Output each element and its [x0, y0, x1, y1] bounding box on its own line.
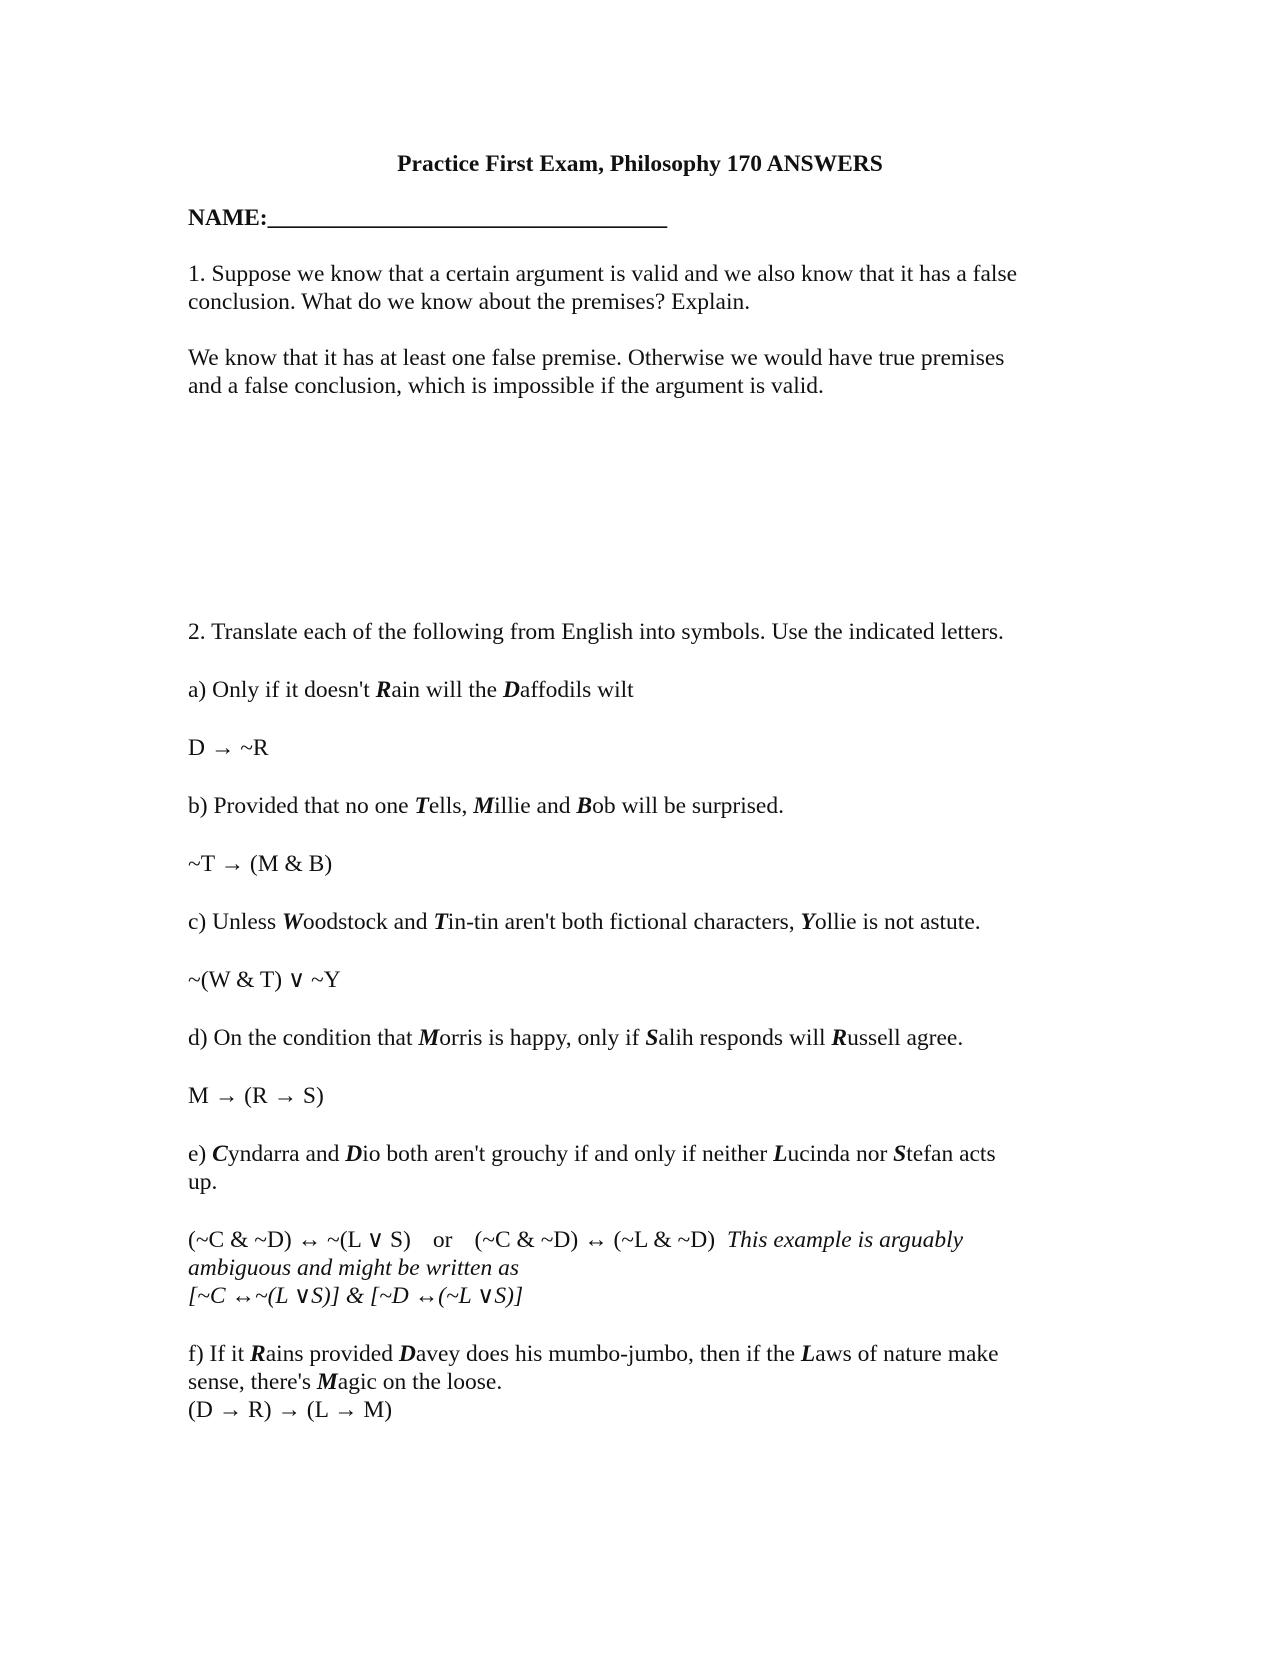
q2e-text-5: tefan acts	[906, 1141, 996, 1167]
q2c-text-2: oodstock and	[302, 909, 434, 935]
q2b-answer: ~T → (M & B)	[188, 851, 333, 877]
q2a-text-3: affodils wilt	[519, 677, 634, 703]
q2b-text-4: ob will be surprised.	[592, 793, 784, 819]
q2d-key-3: R	[831, 1025, 848, 1051]
q2f-question-line-2	[188, 1368, 502, 1397]
q2e-key-2: D	[345, 1141, 363, 1167]
q2f-text-2: ains provided	[265, 1341, 399, 1367]
q2d-key-2: S	[645, 1025, 659, 1051]
q2b-key-2: M	[473, 793, 495, 819]
q2e-answer-line	[188, 1226, 963, 1255]
q2f-text-4: aws of nature make	[815, 1341, 999, 1367]
q2a-answer: D → ~R	[188, 735, 269, 761]
q2e-question-line-2: up.	[188, 1169, 218, 1195]
q2f-answer: (D → R) → (L → M)	[188, 1397, 393, 1423]
q2f-key-2: D	[398, 1341, 416, 1367]
q2c-text-4: ollie is not astute.	[814, 909, 981, 935]
q2c-text-3: in-tin aren't both fictional characters,	[447, 909, 801, 935]
q2e-note-1: This example is arguably	[727, 1227, 964, 1253]
q2e-answer-1: (~C & ~D) ↔ ~(L ∨ S)	[188, 1227, 411, 1253]
q2b-text-1: b) Provided that no one	[188, 793, 415, 819]
q2c-answer: ~(W & T) ∨ ~Y	[188, 967, 341, 993]
q2b-key-3: B	[576, 793, 593, 819]
q2f-text-6: agic on the loose.	[337, 1369, 503, 1395]
q2e-text-3: io both aren't grouchy if and only if neither	[362, 1141, 774, 1167]
q2c-question	[188, 908, 981, 937]
q2b-question	[188, 792, 784, 821]
name-label: NAME:__________________________________	[188, 205, 668, 231]
q2e-answer-2: (~C & ~D) ↔ (~L & ~D)	[474, 1227, 716, 1253]
q2f-text-5: sense, there's	[188, 1369, 317, 1395]
q2d-text-3: alih responds will	[658, 1025, 832, 1051]
q1-text-line-2: conclusion. What do we know about the premises? Explain.	[188, 289, 751, 315]
q2f-key-1: R	[250, 1341, 266, 1367]
q1-answer-line-2: and a false conclusion, which is impossible if the argument is valid.	[188, 373, 824, 399]
q2e-text-1: e)	[188, 1141, 213, 1167]
q2d-text-4: ussell agree.	[847, 1025, 964, 1051]
q2e-note-2: ambiguous and might be written as	[188, 1255, 519, 1281]
q2d-text-1: d) On the condition that	[188, 1025, 419, 1051]
q2c-text-1: c) Unless	[188, 909, 282, 935]
q2d-key-1: M	[418, 1025, 440, 1051]
page-title: Practice First Exam, Philosophy 170 ANSWERS	[397, 151, 883, 177]
q2b-text-3: illie and	[494, 793, 577, 819]
q2e-or: or	[432, 1227, 453, 1253]
q2a-key-2: D	[502, 677, 520, 703]
q1-answer-line-1: We know that it has at least one false premise. Otherwise we would have true premises	[188, 345, 1005, 371]
q2d-answer: M → (R → S)	[188, 1083, 324, 1109]
q1-text-line-1: 1. Suppose we know that a certain argument is valid and we also know that it has a false	[188, 261, 1018, 287]
q2e-key-3: L	[773, 1141, 788, 1167]
q2-prompt: 2. Translate each of the following from English into symbols. Use the indicated letters.	[188, 619, 1004, 645]
q2c-key-1: W	[281, 909, 303, 935]
q2c-key-2: T	[433, 909, 448, 935]
q2a-question	[188, 676, 634, 705]
q2a-key-1: R	[375, 677, 392, 703]
q2e-key-4: S	[893, 1141, 907, 1167]
q2d-question	[188, 1024, 963, 1053]
q2f-key-4: M	[316, 1369, 338, 1395]
q2e-text-4: ucinda nor	[787, 1141, 894, 1167]
q2e-question-line-1	[188, 1140, 996, 1169]
q2d-text-2: orris is happy, only if	[439, 1025, 646, 1051]
q2a-text-1: a) Only if it doesn't	[188, 677, 376, 703]
q2f-question-line-1	[188, 1340, 999, 1369]
q2e-note-3: [~C ↔~(L ∨S)] & [~D ↔(~L ∨S)]	[188, 1283, 524, 1309]
q2f-key-3: L	[800, 1341, 816, 1367]
q2f-text-3: avey does his mumbo-jumbo, then if the	[415, 1341, 801, 1367]
q2f-text-1: f) If it	[188, 1341, 250, 1367]
q2a-text-2: ain will the	[391, 677, 503, 703]
q2b-key-1: T	[414, 793, 429, 819]
q2b-text-2: ells,	[428, 793, 474, 819]
q2c-key-3: Y	[800, 909, 815, 935]
q2e-text-2: yndarra and	[227, 1141, 346, 1167]
q2e-key-1: C	[212, 1141, 228, 1167]
